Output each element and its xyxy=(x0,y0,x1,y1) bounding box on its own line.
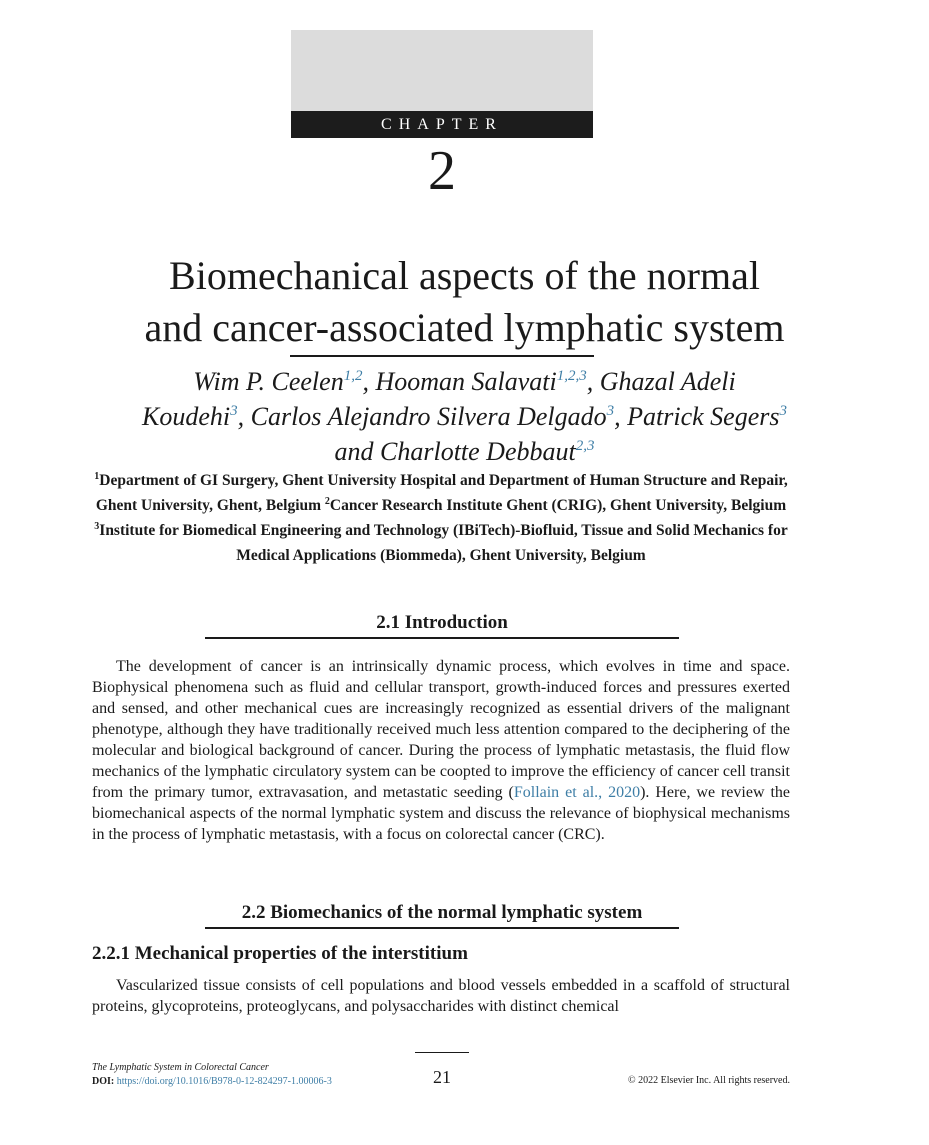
author-conjunction: and xyxy=(334,437,374,466)
author-name: Charlotte Debbaut xyxy=(380,437,576,466)
affiliation-number: 3 xyxy=(94,521,100,532)
citation-link[interactable]: Follain et al., 2020 xyxy=(513,784,641,801)
author-affiliation-ref[interactable]: 3 xyxy=(230,403,238,419)
author-affiliation-ref[interactable]: 1,2 xyxy=(343,368,363,384)
footer-citation xyxy=(92,1061,332,1089)
paragraph-text: The development of cancer is an intrinsically dynamic process, which evolves in time and space. Biophysical phenomena such as fluid and cellular transport, growth-induced forces and pressures exerted and sensed, and other mechanical cues are increasingly recognized as essential drivers of the malignant phenotype, although they have traditionally received much less attention compared to the deciphering of the molecular and biological background of cancer. During the process of lymphatic metastasis, the fluid flow mechanics of the lymphatic circulatory system can be coopted to improve the efficiency of cancer cell transit from the primary tumor, extravasation, and metastatic seeding ( xyxy=(92,658,790,801)
affiliation-text: Cancer Research Institute Ghent (CRIG), Ghent University, Belgium xyxy=(329,497,787,514)
footer-book-title: The Lymphatic System in Colorectal Cancer xyxy=(92,1062,269,1073)
affiliation-text: Institute for Biomedical Engineering and Technology (IBiTech)-Biofluid, Tissue and Solid Mechanics for Medical Applications (Biommeda), Ghent University, Belgium xyxy=(99,522,788,564)
affiliation-number: 2 xyxy=(324,496,330,507)
chapter-label: CHAPTER xyxy=(291,111,593,138)
section-rule xyxy=(205,927,679,929)
author-name: Koudehi xyxy=(142,402,231,431)
chapter-title-line-1: Biomechanical aspects of the normal xyxy=(169,253,760,298)
page-number: 21 xyxy=(433,1067,451,1087)
page-number-rule xyxy=(415,1052,469,1053)
author-affiliation-ref[interactable]: 1,2,3 xyxy=(556,368,587,384)
copyright-notice: © 2022 Elsevier Inc. All rights reserved. xyxy=(627,1075,790,1086)
section-heading-biomechanics: 2.2 Biomechanics of the normal lymphatic system xyxy=(241,902,643,923)
section-rule xyxy=(205,637,679,639)
doi-link[interactable]: https://doi.org/10.1016/B978-0-12-824297-1.00006-3 xyxy=(116,1076,332,1087)
title-rule xyxy=(290,355,594,357)
author-name: Ghazal Adeli xyxy=(599,367,736,396)
author-line-3 xyxy=(60,434,869,469)
affiliations xyxy=(92,468,790,568)
author-name: Carlos Alejandro Silvera Delgado xyxy=(250,402,607,431)
author-affiliation-ref[interactable]: 3 xyxy=(779,403,787,419)
author-line-2: Koudehi$^3$, Carlos Alejandro Silvera Delgado$^3$, Patrick Segers$^3$ xyxy=(142,402,787,431)
paragraph-text: Vascularized tissue consists of cell populations and blood vessels embedded in a scaffold of structural proteins, glycoproteins, proteoglycans, and polysaccharides with distinct chemical xyxy=(92,977,790,1015)
chapter-title-line-2: and cancer-associated lymphatic system xyxy=(144,305,785,350)
chapter-title xyxy=(40,250,889,354)
author-name: Wim P. Ceelen xyxy=(193,367,344,396)
author-affiliation-ref[interactable]: 3 xyxy=(606,403,615,419)
interstitium-paragraph xyxy=(92,975,790,1017)
author-list xyxy=(60,364,869,469)
chapter-number: 2 xyxy=(428,140,456,202)
author-name: Hooman Salavati xyxy=(375,367,557,396)
affiliation-text: Department of GI Surgery, Ghent University Hospital and Department of Human Structure and Repair, Ghent University, Ghent, Belgium xyxy=(95,472,788,514)
author-name: Patrick Segers xyxy=(627,402,780,431)
section-heading-introduction: 2.1 Introduction xyxy=(376,612,508,633)
author-line-1: Wim P. Ceelen$^{1,2}$, Hooman Salavati$^{1,2,3}$, Ghazal Adeli xyxy=(193,367,736,396)
author-affiliation-ref[interactable]: 2,3 xyxy=(575,438,595,454)
affiliation-number: 1 xyxy=(94,471,100,482)
paragraph-text: ). Here, we review the biomechanical aspects of the normal lymphatic system and discuss the relevance of biophysical mechanisms in the process of lymphatic metastasis, with a focus on colorectal cancer (CRC). xyxy=(92,784,790,843)
doi-label: DOI: xyxy=(92,1076,115,1087)
subsection-heading: 2.2.1 Mechanical properties of the interstitium xyxy=(92,943,468,964)
introduction-paragraph xyxy=(92,656,790,845)
